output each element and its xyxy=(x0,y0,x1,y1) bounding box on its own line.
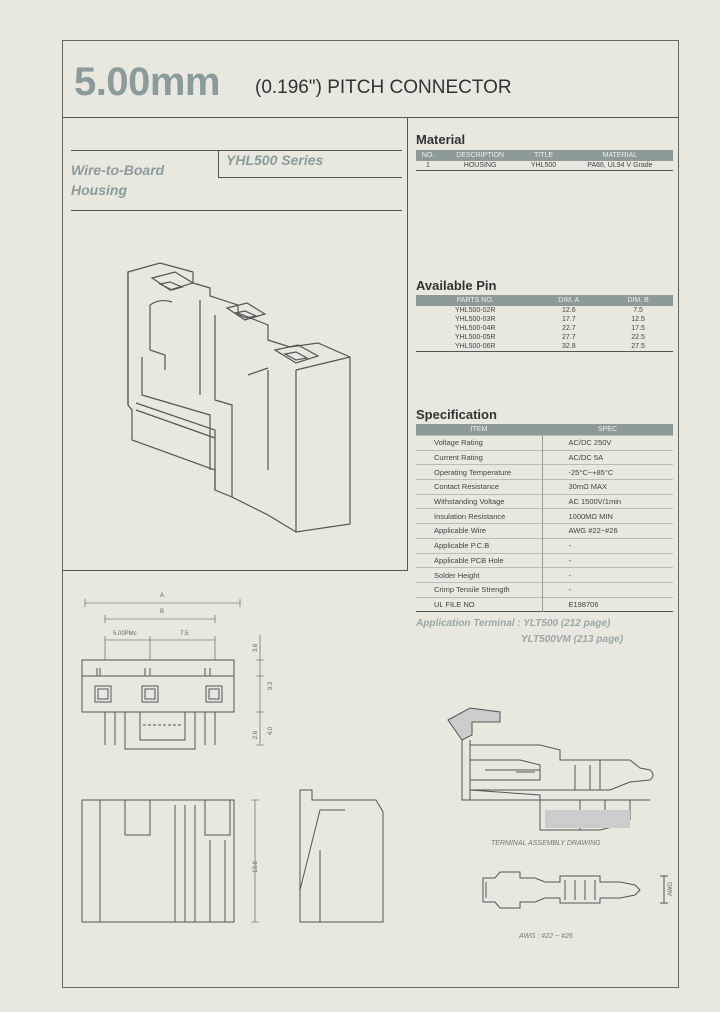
material-cell: HOUSING xyxy=(463,162,497,169)
dim-h3-label: 2.6 xyxy=(253,730,260,740)
spec-item: Operating Temperature xyxy=(434,467,511,477)
pin-cell: 22.7 xyxy=(561,325,576,332)
application-terminal-label-2: YLT500VM (213 page) xyxy=(521,634,624,645)
pin-cell: YHL500-06R xyxy=(454,343,496,350)
spec-value: -25°C~+85°C xyxy=(542,465,673,480)
pin-cell: 17.7 xyxy=(561,316,576,323)
spec-item: Current Rating xyxy=(434,453,483,463)
application-terminal-label: Application Terminal : YLT500 (212 page) xyxy=(416,618,611,629)
dim-b-label: B xyxy=(160,609,165,615)
pin-cell: 22.5 xyxy=(631,334,645,341)
material-col-no: NO. xyxy=(416,150,440,161)
spec-value: 30mΩ MAX xyxy=(542,480,673,495)
spec-value: AC 1500V/1min xyxy=(542,494,673,509)
spec-item: Applicable PCB Hole xyxy=(434,555,504,565)
pin-col-dim-a: DIM. A xyxy=(534,295,603,306)
product-type-line1: Wire-to-Board xyxy=(71,162,165,178)
spec-item: Contact Resistance xyxy=(434,482,500,492)
spec-value: AWG #22~#26 xyxy=(542,524,673,539)
spec-col-spec: SPEC xyxy=(542,424,673,436)
spec-item: UL FILE NO xyxy=(434,599,475,609)
pin-col-dim-b: DIM. B xyxy=(603,295,673,306)
pitch-title-rest: (0.196") PITCH CONNECTOR xyxy=(255,77,512,98)
dim-pitch-label: 5.00PMc xyxy=(113,631,137,637)
product-type-line2: Housing xyxy=(71,182,127,198)
pin-cell: 27.5 xyxy=(631,343,645,350)
spec-value: AC/DC 250V xyxy=(542,436,673,451)
pitch-title-big: 5.00mm xyxy=(74,60,220,104)
pin-cell: 7.5 xyxy=(633,307,643,314)
pin-cell: YHL500-04R xyxy=(454,325,496,332)
material-cell: 1 xyxy=(426,162,430,169)
material-cell: YHL500 xyxy=(530,162,557,169)
spec-item: Solder Height xyxy=(434,570,480,580)
dim-7-5-label: 7.5 xyxy=(180,631,189,637)
material-title: Material xyxy=(416,132,466,147)
pin-cell: 27.7 xyxy=(561,334,576,341)
dim-h4-label: 4.0 xyxy=(268,726,275,736)
dim-h1-label: 3.6 xyxy=(253,643,260,653)
spec-value: E198706 xyxy=(542,597,673,612)
dim-h5-label: 13.8 xyxy=(252,861,259,873)
terminal-assembly-caption: TERMINAL ASSEMBLY DRAWING xyxy=(491,840,601,847)
spec-item: Applicable Wire xyxy=(434,526,487,536)
material-col-material: MATERIAL xyxy=(567,150,673,161)
pin-cell: YHL500-05R xyxy=(454,334,496,341)
dim-a-label: A xyxy=(160,593,165,599)
dim-h2-label: 9.3 xyxy=(268,681,275,691)
spec-item: Applicable P.C.B xyxy=(434,541,490,551)
spec-item: Voltage Rating xyxy=(434,438,483,448)
pin-cell: 17.5 xyxy=(631,325,645,332)
series-name: YHL500 Series xyxy=(226,152,324,168)
spec-col-item: ITEM xyxy=(416,424,542,436)
spec-value: - xyxy=(542,568,673,583)
spec-value: - xyxy=(542,553,673,568)
pin-cell: 32.8 xyxy=(561,343,576,350)
material-cell: PA66, UL94 V Grade xyxy=(587,162,653,169)
spec-item: Withstanding Voltage xyxy=(434,497,505,507)
pin-cell: 12.6 xyxy=(561,307,576,314)
spec-value: 1000MΩ MIN xyxy=(542,509,673,524)
material-col-title: TITLE xyxy=(520,150,567,161)
available-pin-title: Available Pin xyxy=(416,278,497,293)
pin-cell: 12.5 xyxy=(631,316,645,323)
spec-value: AC/DC 5A xyxy=(542,450,673,465)
spec-value: - xyxy=(542,582,673,597)
spec-value: - xyxy=(542,538,673,553)
material-col-description: DESCRIPTION xyxy=(440,150,520,161)
spec-item: Crimp Tensile Strength xyxy=(434,585,510,595)
pin-col-parts-no: PARTS NO. xyxy=(416,295,534,306)
terminal-awg-dim: AWG xyxy=(668,881,675,897)
pin-cell: YHL500-03R xyxy=(454,316,496,323)
specification-title: Specification xyxy=(416,407,497,422)
pin-cell: YHL500-02R xyxy=(454,307,496,314)
spec-item: Insulation Resistance xyxy=(434,511,506,521)
awg-caption: AWG : #22 ~ #26 xyxy=(519,933,573,940)
